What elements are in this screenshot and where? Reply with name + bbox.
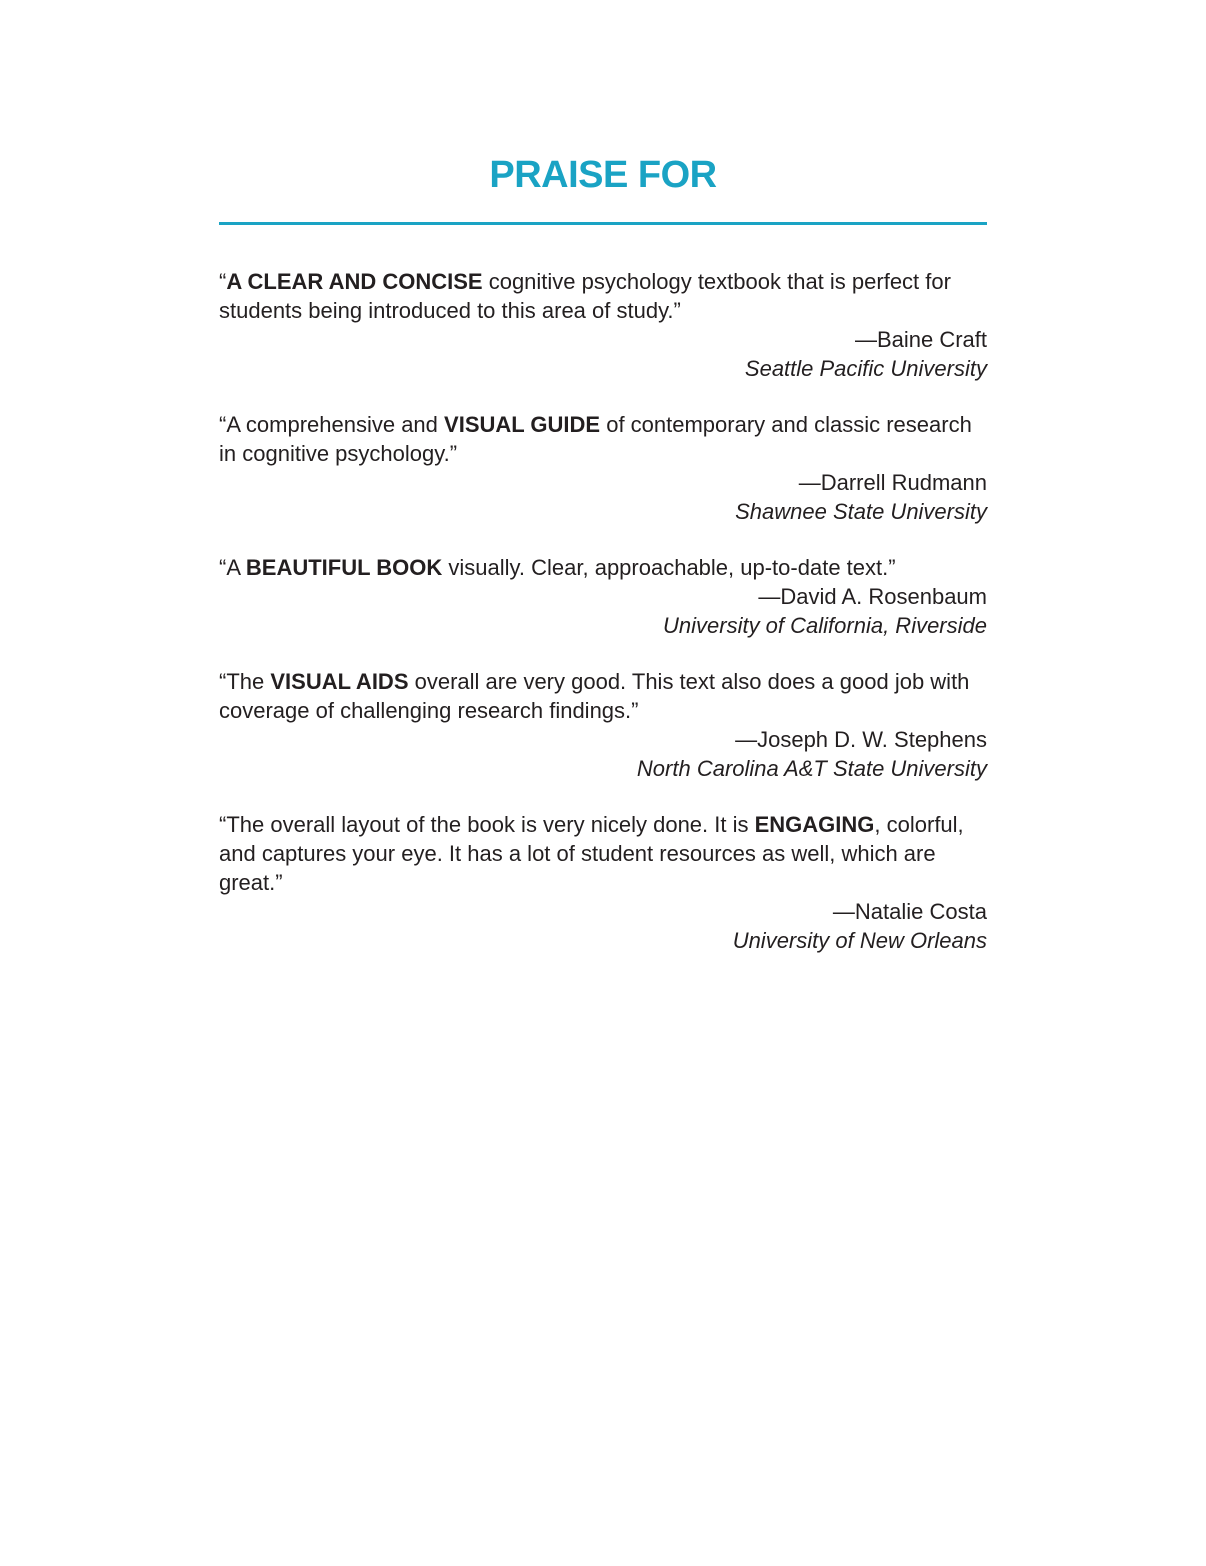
quote-item: [219, 267, 987, 383]
quote-author: —David A. Rosenbaum: [758, 584, 987, 609]
quote-text-lead: “A: [219, 555, 246, 580]
quote-emphasis: VISUAL GUIDE: [444, 412, 601, 437]
quote-text: [219, 553, 987, 582]
quote-text-rest: overall are very good. This text also does a good job with coverage of challenging research findings.”: [219, 669, 970, 723]
quote-item: [219, 810, 987, 955]
quote-author: —Natalie Costa: [832, 899, 987, 924]
praise-page: [219, 150, 987, 982]
quote-emphasis: VISUAL AIDS: [270, 669, 409, 694]
quote-author: —Baine Craft: [854, 327, 987, 352]
quote-text-lead: “: [219, 269, 227, 294]
quote-item: [219, 667, 987, 783]
quote-item: [219, 553, 987, 640]
quote-author: —Joseph D. W. Stephens: [735, 727, 987, 752]
quote-text-rest: of contemporary and classic research in cognitive psychology.”: [219, 412, 972, 466]
quote-affiliation: Shawnee State University: [735, 499, 987, 524]
quote-affiliation: Seattle Pacific University: [744, 356, 987, 381]
quote-text-lead: “The overall layout of the book is very nicely done. It is: [219, 812, 755, 837]
quote-affiliation: North Carolina A&T State University: [636, 756, 987, 781]
quote-emphasis: ENGAGING: [754, 812, 875, 837]
quote-emphasis: A CLEAR AND CONCISE: [226, 269, 483, 294]
quote-text-rest: cognitive psychology textbook that is perfect for students being introduced to this area of study.”: [219, 269, 951, 323]
quote-emphasis: BEAUTIFUL BOOK: [245, 555, 443, 580]
quote-text: [219, 267, 987, 325]
page-title: PRAISE FOR: [489, 154, 717, 196]
quote-affiliation: University of California, Riverside: [663, 613, 987, 638]
quote-item: [219, 410, 987, 526]
quote-text: [219, 667, 987, 725]
quote-affiliation: University of New Orleans: [732, 928, 987, 953]
quotes-list: [219, 267, 987, 955]
quote-text-rest: visually. Clear, approachable, up-to-date text.”: [442, 555, 896, 580]
quote-author: —Darrell Rudmann: [798, 470, 987, 495]
quote-text: [219, 410, 987, 468]
quote-text-lead: “The: [219, 669, 271, 694]
quote-text-rest: , colorful, and captures your eye. It has a lot of student resources as well, which are great.”: [219, 812, 964, 895]
title-divider: [219, 222, 987, 225]
quote-text-lead: “A comprehensive and: [219, 412, 445, 437]
quote-text: [219, 810, 987, 897]
